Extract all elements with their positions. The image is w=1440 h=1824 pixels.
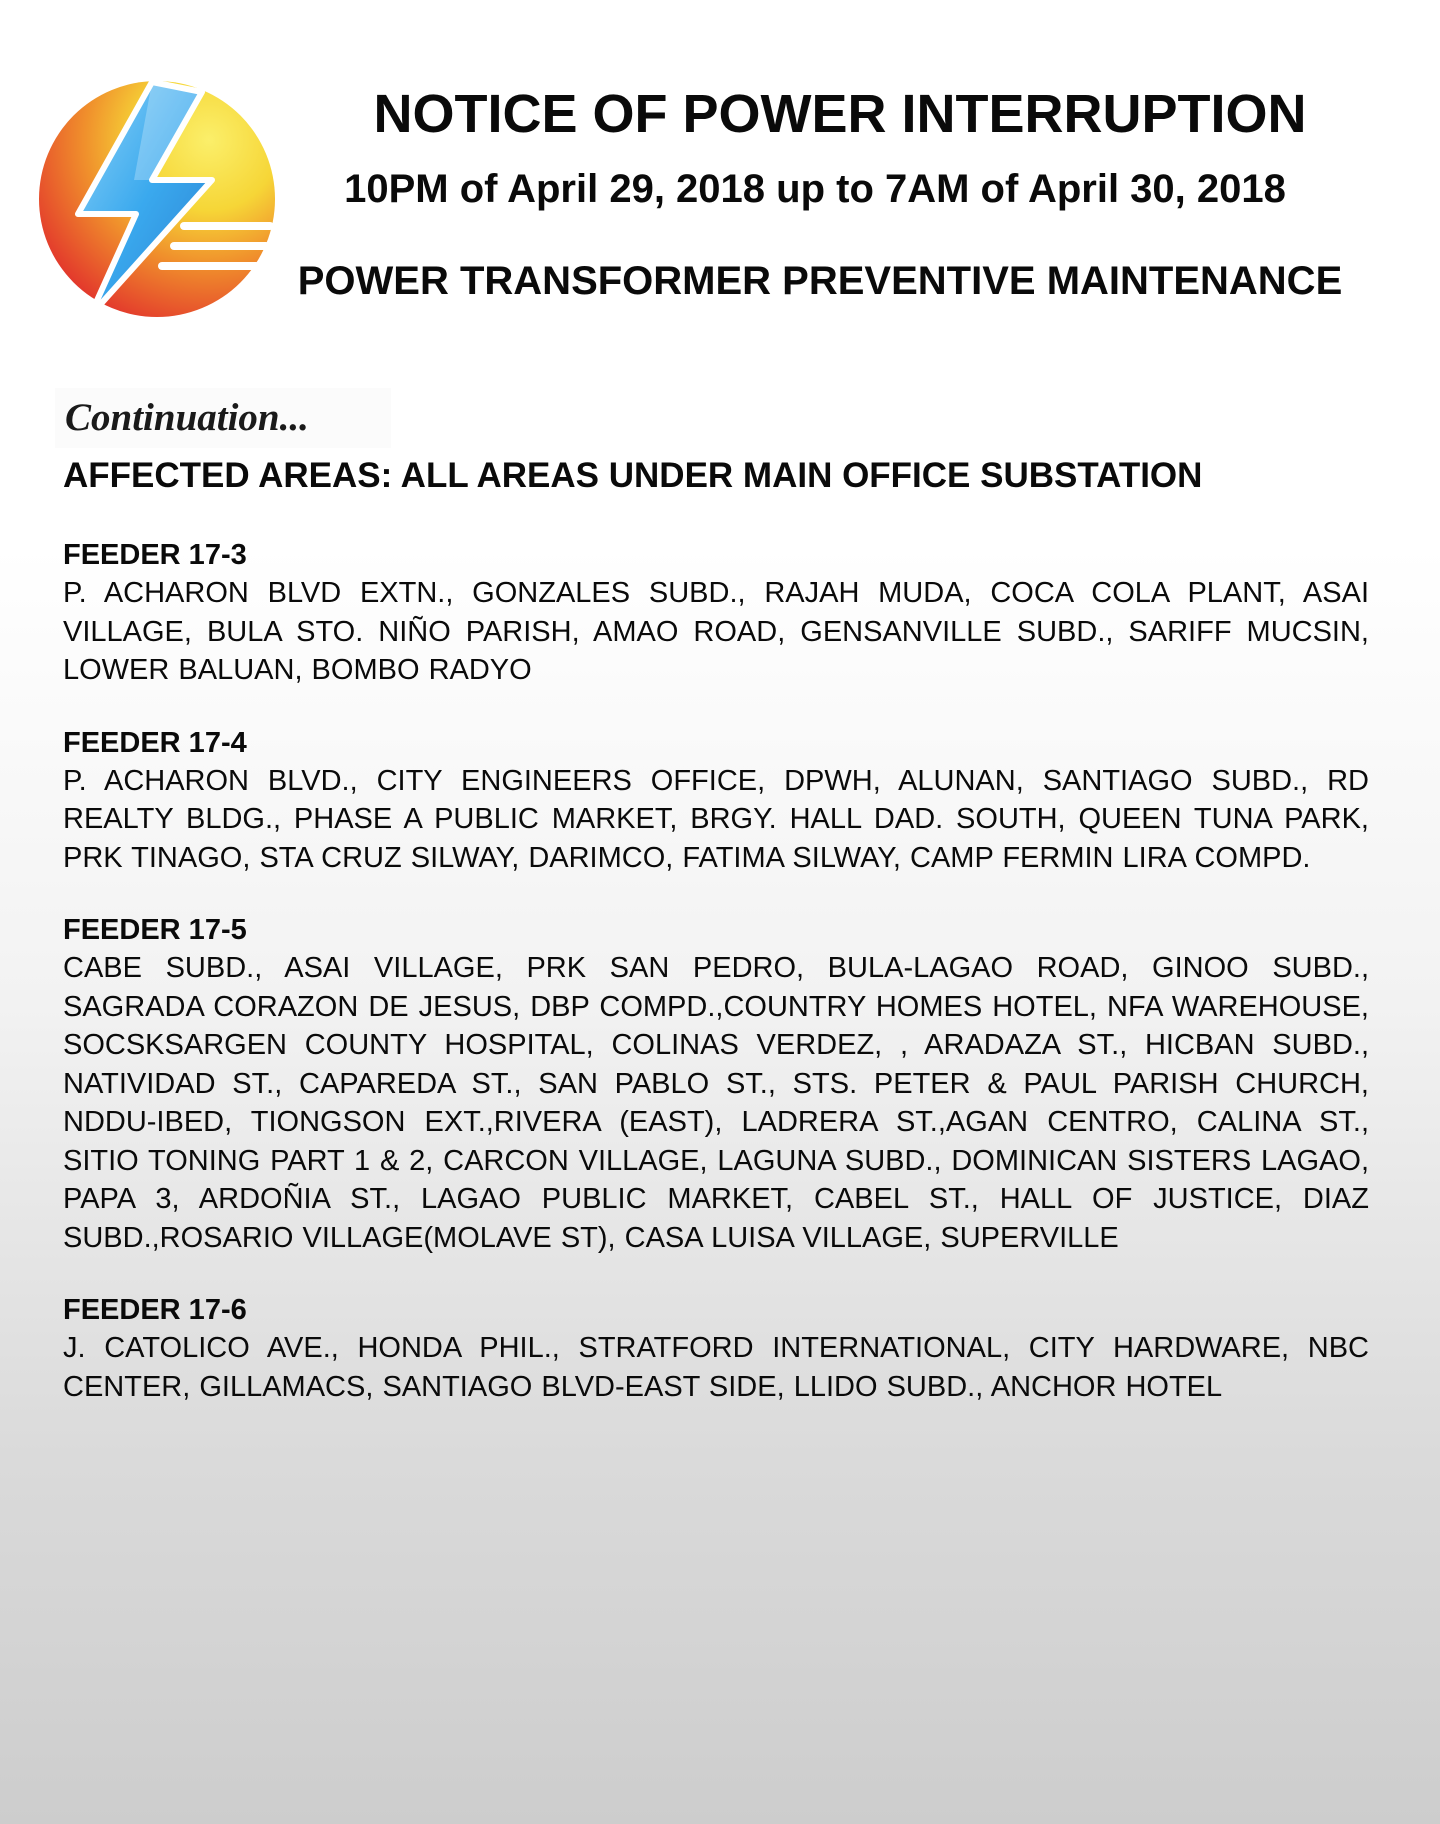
feeder-block	[63, 724, 1369, 878]
feeder-areas: P. ACHARON BLVD., CITY ENGINEERS OFFICE, DPWH, ALUNAN, SANTIAGO SUBD., RD REALTY BLDG., PHASE A PUBLIC MARKET, BRGY. HALL DAD. SOUTH, QUEEN TUNA PARK, PRK TINAGO, STA CRUZ SILWAY, DARIMCO, FATIMA SILWAY, CAMP FERMIN LIRA COMPD.	[63, 764, 1369, 874]
feeder-block	[63, 536, 1369, 690]
feeder-name: FEEDER 17-6	[63, 1294, 247, 1326]
feeder-name: FEEDER 17-5	[63, 914, 247, 946]
feeder-areas: CABE SUBD., ASAI VILLAGE, PRK SAN PEDRO, BULA-LAGAO ROAD, GINOO SUBD., SAGRADA CORAZON DE JESUS, DBP COMPD.,COUNTRY HOMES HOTEL, NFA WAREHOUSE, SOCSKSARGEN COUNTY HOSPITAL, COLINAS VERDEZ, , ARADAZA ST., HICBAN SUBD., NATIVIDAD ST., CAPAREDA ST., SAN PABLO ST., STS. PETER & PAUL PARISH CHURCH, NDDU-IBED, TIONGSON EXT.,RIVERA (EAST), LADRERA ST.,AGAN CENTRO, CALINA ST., SITIO TONING PART 1 & 2, CARCON VILLAGE, LAGUNA SUBD., DOMINICAN SISTERS LAGAO, PAPA 3, ARDOÑIA ST., LAGAO PUBLIC MARKET, CABEL ST., HALL OF JUSTICE, DIAZ SUBD.,ROSARIO VILLAGE(MOLAVE ST), CASA LUISA VILLAGE, SUPERVILLE	[63, 952, 1369, 1254]
notice-title: NOTICE OF POWER INTERRUPTION	[373, 84, 1307, 144]
feeder-name: FEEDER 17-3	[63, 539, 247, 571]
lightning-bolt-logo-icon	[34, 76, 280, 322]
continuation-label: Continuation...	[65, 396, 309, 439]
feeder-areas: J. CATOLICO AVE., HONDA PHIL., STRATFORD INTERNATIONAL, CITY HARDWARE, NBC CENTER, GILLAMACS, SANTIAGO BLVD-EAST SIDE, LLIDO SUBD., ANCHOR HOTEL	[63, 1332, 1369, 1403]
feeder-name: FEEDER 17-4	[63, 726, 247, 759]
affected-areas-heading: AFFECTED AREAS: ALL AREAS UNDER MAIN OFFICE SUBSTATION	[63, 456, 1203, 495]
feeder-block	[63, 911, 1369, 1257]
feeder-areas: P. ACHARON BLVD EXTN., GONZALES SUBD., RAJAH MUDA, COCA COLA PLANT, ASAI VILLAGE, BULA STO. NIÑO PARISH, AMAO ROAD, GENSANVILLE SUBD., SARIFF MUCSIN, LOWER BALUAN, BOMBO RADYO	[63, 577, 1369, 686]
continuation-label-box	[55, 388, 391, 448]
interruption-reason: POWER TRANSFORMER PREVENTIVE MAINTENANCE	[297, 259, 1343, 303]
feeder-block	[63, 1291, 1369, 1406]
feeder-list	[63, 536, 1369, 1440]
interruption-schedule: 10PM of April 29, 2018 up to 7AM of April 30, 2018	[344, 167, 1286, 211]
